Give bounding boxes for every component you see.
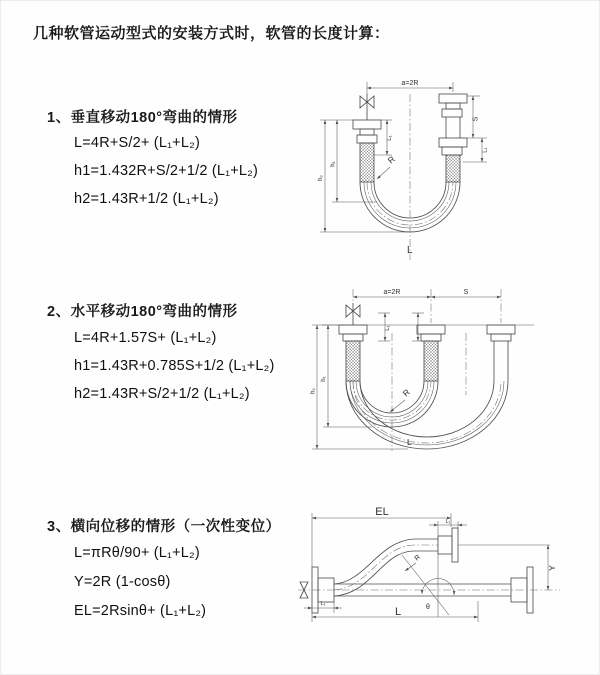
dim-label-r: R <box>413 553 423 563</box>
dim-label-l1b: L₁ <box>482 147 489 153</box>
dim-label-theta: θ <box>426 604 430 611</box>
formula: h2=1.43R+S/2+1/2 (L₁+L₂) <box>74 386 250 402</box>
section-3-formulas <box>74 539 206 626</box>
diagram-lateral-displacement <box>298 505 583 640</box>
formula: h1=1.432R+S/2+1/2 (L₁+L₂) <box>74 163 259 179</box>
formula: EL=2Rsinθ+ (L₁+L₂) <box>74 603 207 619</box>
dim-label-l: L <box>407 245 413 256</box>
formula: Y=2R (1-cosθ) <box>74 574 171 590</box>
dim-label-h1: h₁ <box>330 161 337 167</box>
section-1-heading: 1、垂直移动180°弯曲的情形 <box>47 110 238 126</box>
dim-label-r: R <box>385 153 397 166</box>
dim-label-l: L <box>394 606 402 618</box>
dim-label-a2r: a=2R <box>383 289 401 296</box>
diagram-horizontal-move-180-bend <box>308 283 543 455</box>
formula: L=πRθ/90+ (L₁+L₂) <box>74 545 200 561</box>
dim-label-y: Y <box>547 565 557 571</box>
hose-assembly <box>312 528 533 613</box>
formula: h2=1.43R+1/2 (L₁+L₂) <box>74 191 219 207</box>
section-2-formulas <box>74 324 275 408</box>
dim-label-l: L <box>407 437 412 447</box>
center-lines <box>367 82 453 260</box>
dim-label-l1-top: L₁ <box>445 519 451 525</box>
dim-label-h1: h₁ <box>321 376 327 382</box>
dim-label-r: R <box>400 386 412 399</box>
dim-label-a2r: a=2R <box>401 80 419 87</box>
page-title: 几种软管运动型式的安装方式时，软管的长度计算： <box>33 25 390 42</box>
formula: L=4R+S/2+ (L₁+L₂) <box>74 135 200 151</box>
dim-label-el: EL <box>375 506 389 518</box>
valve-icon <box>346 303 360 325</box>
dim-label-s: S <box>463 289 469 296</box>
dim-label-s: S <box>472 116 480 122</box>
section-1-formulas <box>74 129 258 213</box>
section-2-heading: 2、水平移动180°弯曲的情形 <box>47 304 238 320</box>
valve-icon <box>360 94 374 120</box>
dim-label-l1: L₁ <box>387 135 393 141</box>
hose-assembly <box>322 325 534 449</box>
dimension-lines <box>312 297 501 449</box>
dim-label-l1-bottom: L₁ <box>320 601 326 607</box>
dim-label-h2: h₂ <box>310 388 317 394</box>
formula: L=4R+1.57S+ (L₁+L₂) <box>74 330 217 346</box>
dim-label-h2: h₂ <box>318 175 324 181</box>
formula: h1=1.43R+0.785S+1/2 (L₁+L₂) <box>74 358 275 374</box>
diagram-vertical-move-180-bend <box>315 72 530 267</box>
section-3-heading: 3、横向位移的情形（一次性变位） <box>47 519 281 535</box>
dim-label-l1: L₁ <box>385 325 391 331</box>
